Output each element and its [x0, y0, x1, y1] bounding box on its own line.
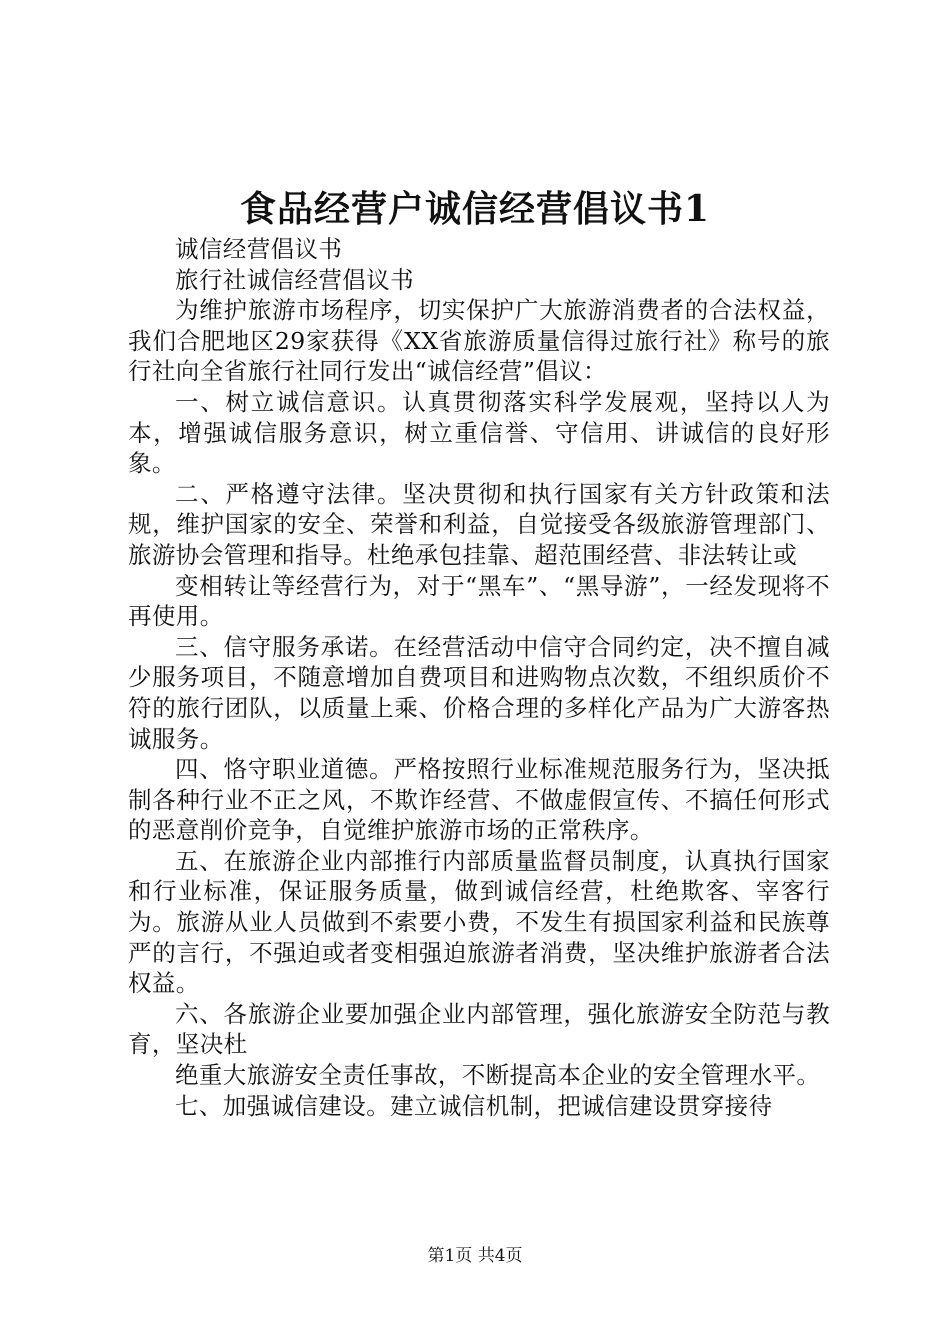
- paragraph-item-2-continued: 变相转让等经营行为，对于“黑车”、“黑导游”，一经发现将不再使用。: [128, 571, 830, 631]
- document-body: [128, 234, 830, 1121]
- paragraph-item-4: 四、恪守职业道德。严格按照行业标准规范服务行为，坚决抵制各种行业不正之风，不欺诈经营、不做虚假宣传、不搞任何形式的恶意削价竞争，自觉维护旅游市场的正常秩序。: [128, 755, 830, 845]
- document-title: 食品经营户诚信经营倡议书1: [239, 188, 711, 230]
- paragraph-item-2: 二、严格遵守法律。坚决贯彻和执行国家有关方针政策和法规，维护国家的安全、荣誉和利益，自觉接受各级旅游管理部门、旅游协会管理和指导。杜绝承包挂靠、超范围经营、非法转让或: [128, 479, 830, 569]
- paragraph-heading-1: 诚信经营倡议书: [175, 235, 343, 263]
- paragraph-item-1: 一、树立诚信意识。认真贯彻落实科学发展观，坚持以人为本，增强诚信服务意识，树立重信誉、守信用、讲诚信的良好形象。: [128, 387, 830, 478]
- paragraph-item-5: 五、在旅游企业内部推行内部质量监督员制度，认真执行国家和行业标准，保证服务质量，做到诚信经营，杜绝欺客、宰客行为。旅游从业人员做到不索要小费，不发生有损国家利益和民族尊严的言行，不强迫或者变相强迫旅游者消费，坚决维护旅游者合法权益。: [128, 846, 830, 998]
- paragraph-heading-2: 旅行社诚信经营倡议书: [175, 265, 414, 294]
- paragraph-intro: 为维护旅游市场程序，切实保护广大旅游消费者的合法权益，我们合肥地区29家获得《XX省旅游质量信得过旅行社》称号的旅行社向全省旅行社同行发出“诚信经营”倡议：: [128, 296, 830, 386]
- paragraph-item-6: 六、各旅游企业要加强企业内部管理，强化旅游安全防范与教育，坚决杜: [128, 999, 830, 1059]
- paragraph-item-7: 七、加强诚信建设。建立诚信机制，把诚信建设贯穿接待: [175, 1091, 773, 1120]
- page-number: 第1页 共4页: [427, 1246, 523, 1266]
- paragraph-item-3: 三、信守服务承诺。在经营活动中信守合同约定，决不擅自减少服务项目，不随意增加自费项目和进购物点次数，不组织质价不符的旅行团队，以质量上乘、价格合理的多样化产品为广大游客热诚服务。: [128, 632, 830, 753]
- paragraph-item-6-continued: 绝重大旅游安全责任事故，不断提高本企业的安全管理水平。: [175, 1061, 821, 1090]
